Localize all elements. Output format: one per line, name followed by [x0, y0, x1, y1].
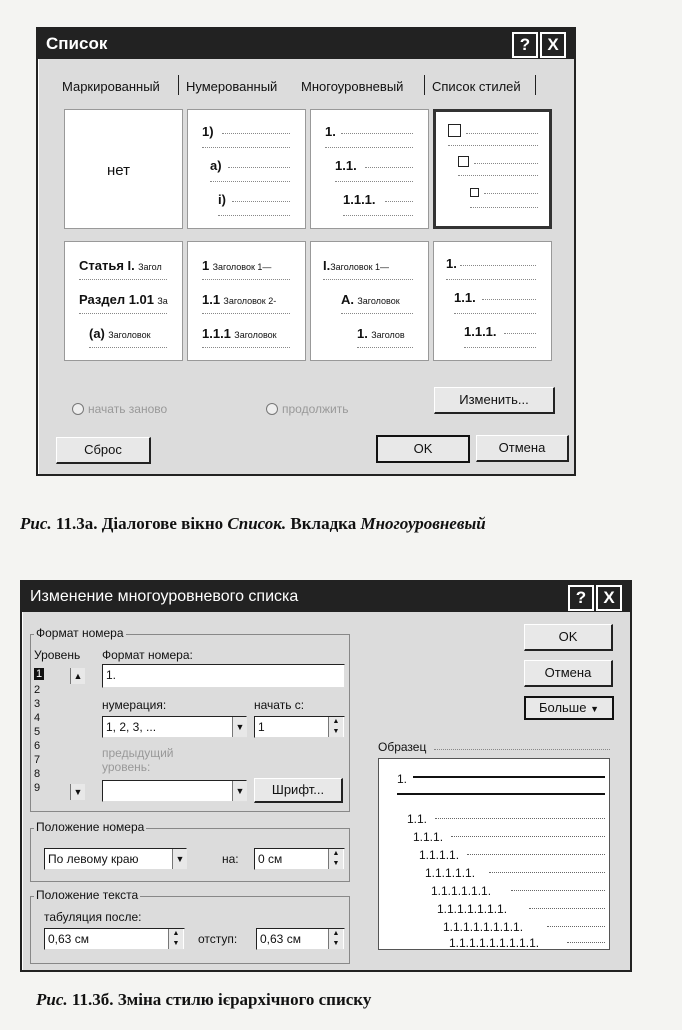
level-item-2[interactable]: 2: [34, 684, 41, 696]
ok-button[interactable]: OK: [376, 435, 470, 463]
level-1-number: I.: [323, 258, 331, 273]
caption-text: Зміна стилю ієрархічного списку: [117, 990, 372, 1009]
number-format-group-label: Формат номера: [36, 626, 124, 640]
list-style-decimal-2[interactable]: [433, 241, 552, 361]
font-button[interactable]: Шрифт...: [254, 778, 343, 803]
preview-number: 1.1.1.1.1.1.1.: [437, 902, 508, 916]
preview-line: [529, 907, 605, 909]
text-line: [323, 278, 413, 280]
list-style-heading-decimal[interactable]: [187, 241, 306, 361]
level-3-number: 1.1.1.: [464, 324, 497, 339]
list-style-checkbox[interactable]: [433, 109, 552, 229]
preview-item-1: [397, 769, 407, 789]
text-line: [341, 132, 413, 134]
dialog-title: Список: [46, 34, 108, 53]
preview-label: Образец: [378, 740, 427, 754]
text-line: [357, 346, 413, 348]
text-line: [460, 264, 536, 266]
preview-item-2: [407, 809, 427, 829]
level-2-heading: Заголовок: [357, 296, 400, 306]
level-1-heading: Загол: [138, 262, 162, 272]
level-1-number: Статья I.: [79, 258, 135, 273]
text-line: [89, 346, 167, 348]
modify-button[interactable]: Изменить...: [434, 387, 555, 414]
level-item-3[interactable]: 3: [34, 698, 41, 710]
level-item-1[interactable]: 1: [36, 668, 43, 680]
more-label: Больше: [538, 700, 587, 715]
start-at-label: начать с:: [254, 698, 305, 712]
text-line: [446, 278, 536, 280]
tab-after-input[interactable]: [44, 928, 185, 950]
format-input[interactable]: 1.: [102, 664, 345, 688]
text-line: [464, 346, 536, 348]
level-3-heading: Заголовок: [234, 330, 277, 340]
text-line: [79, 312, 167, 314]
text-line: [504, 332, 536, 334]
level-3-heading: Заголовок: [108, 330, 151, 340]
continue-radio[interactable]: [266, 403, 278, 415]
preview-line: [511, 889, 605, 891]
text-line: [202, 146, 290, 148]
text-line: [335, 180, 413, 182]
preview-line: [435, 817, 605, 819]
level-label: Уровень: [34, 648, 81, 662]
level-3-number: i): [218, 192, 226, 207]
level-2-number: А.: [341, 292, 354, 307]
level-scroll-down[interactable]: ▼: [70, 784, 85, 800]
level-2-row: [202, 292, 276, 307]
title-bar: [38, 29, 574, 59]
cancel-button[interactable]: Отмена: [524, 660, 613, 687]
text-line: [232, 200, 290, 202]
text-line: [222, 132, 290, 134]
caption-number: 11.3б.: [71, 990, 114, 1009]
caption-text-1: Діалогове вікно: [101, 514, 224, 533]
level-1-number: 1.: [446, 256, 457, 271]
numbering-select[interactable]: [102, 716, 247, 738]
checkbox-bullet-icon: [470, 188, 479, 197]
level-1-number: 1): [202, 124, 214, 139]
numbering-label: нумерация:: [102, 698, 167, 712]
level-2-row: [79, 292, 168, 307]
list-style-none[interactable]: [64, 109, 183, 229]
level-2-number: Раздел 1.01: [79, 292, 155, 307]
level-item-4[interactable]: 4: [34, 712, 41, 724]
level-1-row: [79, 258, 162, 273]
preview-line: [547, 925, 605, 927]
chevron-down-icon[interactable]: ▼: [232, 781, 247, 801]
caption-prefix: Рис.: [36, 990, 68, 1009]
level-scroll-up[interactable]: ▲: [70, 668, 85, 684]
preview-line: [451, 835, 605, 837]
figure-caption-2: [36, 990, 371, 1010]
level-1-row: [202, 258, 271, 273]
preview-number: 1.1.1.1.: [419, 848, 460, 862]
text-line: [202, 312, 290, 314]
level-1-heading: Заголовок 1—: [330, 262, 390, 272]
restart-radio[interactable]: [72, 403, 84, 415]
cancel-button[interactable]: Отмена: [476, 435, 569, 462]
level-3-number: 1.1.1: [202, 326, 231, 341]
text-line: [228, 166, 290, 168]
preview-label-line: [434, 748, 610, 750]
start-at-spinner[interactable]: ▲ ▼: [328, 717, 343, 737]
indent-value: 0,63 см: [260, 932, 301, 946]
level-2-number: 1.1.: [335, 158, 357, 173]
text-line: [202, 278, 290, 280]
text-line: [210, 180, 290, 182]
more-button[interactable]: [524, 696, 614, 720]
caption-text-2: Вкладка: [290, 514, 357, 533]
tab-separator: [424, 75, 425, 95]
text-line: [466, 132, 538, 134]
level-2-heading: Заголовок 2-: [223, 296, 277, 306]
level-2-row: [341, 292, 400, 307]
chevron-down-icon[interactable]: ▼: [232, 717, 247, 737]
caption-prefix: Рис.: [20, 514, 52, 533]
tab-list-styles[interactable]: Список стилей: [432, 79, 521, 94]
preview-item-9: [449, 933, 539, 950]
level-item-7[interactable]: 7: [34, 754, 41, 766]
level-3-heading: Заголов: [371, 330, 405, 340]
preview-rule: [397, 793, 605, 795]
dialog-title: Изменение многоуровневого списка: [30, 588, 299, 605]
previous-level-select[interactable]: [102, 780, 247, 802]
level-item-6[interactable]: 6: [34, 740, 41, 752]
text-line: [79, 278, 167, 280]
text-line: [202, 346, 290, 348]
tab-multilevel[interactable]: Многоуровневый: [301, 79, 404, 94]
reset-button[interactable]: Сброс: [56, 437, 151, 464]
list-style-heading-roman[interactable]: [310, 241, 429, 361]
format-label: Формат номера:: [102, 648, 193, 662]
text-line: [341, 312, 413, 314]
list-style-article[interactable]: [64, 241, 183, 361]
checkbox-bullet-icon: [458, 156, 469, 167]
caption-tab-name: Многоуровневый: [360, 514, 486, 533]
checkbox-bullet-icon: [448, 124, 461, 137]
at-value: 0 см: [258, 852, 283, 866]
previous-level-label: предыдущий уровень:: [102, 746, 174, 774]
preview-number: 1.1.1.1.1.1.: [431, 884, 492, 898]
preview-number: 1.1.: [407, 812, 428, 826]
level-3-number: (а): [89, 326, 105, 341]
alignment-select[interactable]: [44, 848, 187, 870]
level-1-heading: Заголовок 1—: [212, 262, 272, 272]
none-label: нет: [107, 162, 130, 179]
text-line: [470, 206, 538, 208]
numbering-value: 1, 2, 3, ...: [106, 720, 157, 734]
level-2-number: 1.1.: [454, 290, 476, 305]
level-3-row: [202, 326, 277, 341]
level-1-number: 1.: [325, 124, 336, 139]
indent-spinner[interactable]: ▲ ▼: [328, 929, 343, 949]
at-label: на:: [222, 852, 239, 866]
tab-separator: [178, 75, 179, 95]
preview-number: 1.1.1.1.1.1.1.1.1.: [449, 936, 540, 950]
tab-after-label: табуляция после:: [44, 910, 142, 924]
preview-item-3: [413, 827, 443, 847]
level-1-row: [323, 258, 389, 273]
text-line: [343, 214, 413, 216]
list-style-paren[interactable]: [187, 109, 306, 229]
tab-after-spinner[interactable]: ▲ ▼: [168, 929, 183, 949]
level-item-5[interactable]: 5: [34, 726, 41, 738]
text-line: [484, 192, 538, 194]
ok-button[interactable]: OK: [524, 624, 613, 651]
level-1-number: 1: [202, 258, 210, 273]
text-line: [385, 200, 413, 202]
title-bar: [22, 582, 630, 612]
preview-item-4: [419, 845, 459, 865]
preview-number: 1.: [397, 772, 408, 786]
preview-line: [489, 871, 605, 873]
text-line: [454, 312, 536, 314]
preview-number: 1.1.1.1.1.: [425, 866, 476, 880]
help-button[interactable]: ?: [512, 32, 538, 58]
text-line: [448, 144, 538, 146]
preview-number: 1.1.1.: [413, 830, 444, 844]
tab-bulleted[interactable]: Маркированный: [62, 79, 160, 94]
indent-label: отступ:: [198, 932, 238, 946]
caption-dialog-name: Список.: [227, 514, 287, 533]
level-3-row: [357, 326, 405, 341]
alignment-value: По левому краю: [48, 852, 139, 866]
level-2-number: а): [210, 158, 222, 173]
text-line: [458, 174, 538, 176]
modify-multilevel-dialog: [20, 580, 632, 972]
preview-box: [378, 758, 610, 950]
help-button[interactable]: ?: [568, 585, 594, 611]
close-button[interactable]: X: [540, 32, 566, 58]
chevron-down-icon: ▼: [590, 704, 600, 714]
text-line: [325, 146, 413, 148]
preview-line: [467, 853, 605, 855]
tab-separator: [535, 75, 536, 95]
at-spinner[interactable]: ▲ ▼: [328, 849, 343, 869]
preview-line: [567, 941, 605, 943]
preview-number: 1.1.1.1.1.1.1.1.: [443, 920, 524, 934]
restart-label: начать заново: [88, 402, 168, 416]
level-3-number: 1.: [357, 326, 368, 341]
level-2-heading: За: [157, 296, 168, 306]
level-2-number: 1.1: [202, 292, 221, 307]
text-position-group-label: Положение текста: [36, 888, 139, 902]
text-line: [365, 166, 413, 168]
tab-numbered[interactable]: Нумерованный: [186, 79, 278, 94]
level-list[interactable]: [32, 668, 83, 802]
level-3-row: [89, 326, 151, 341]
figure-caption-1: [20, 514, 486, 534]
number-position-group-label: Положение номера: [36, 820, 145, 834]
preview-item-5: [425, 863, 475, 883]
list-dialog: [36, 27, 576, 476]
preview-item-7: [437, 899, 507, 919]
preview-rule: [413, 776, 605, 778]
start-at-value: 1: [258, 720, 265, 734]
list-style-decimal[interactable]: [310, 109, 429, 229]
level-3-number: 1.1.1.: [343, 192, 376, 207]
level-item-9[interactable]: 9: [34, 782, 41, 794]
chevron-down-icon[interactable]: ▼: [172, 849, 187, 869]
level-item-8[interactable]: 8: [34, 768, 41, 780]
tab-after-value: 0,63 см: [48, 932, 89, 946]
close-button[interactable]: X: [596, 585, 622, 611]
continue-label: продолжить: [282, 402, 349, 416]
text-line: [482, 298, 536, 300]
text-line: [218, 214, 290, 216]
caption-number: 11.3а.: [55, 514, 98, 533]
preview-item-6: [431, 881, 491, 901]
text-line: [474, 162, 538, 164]
